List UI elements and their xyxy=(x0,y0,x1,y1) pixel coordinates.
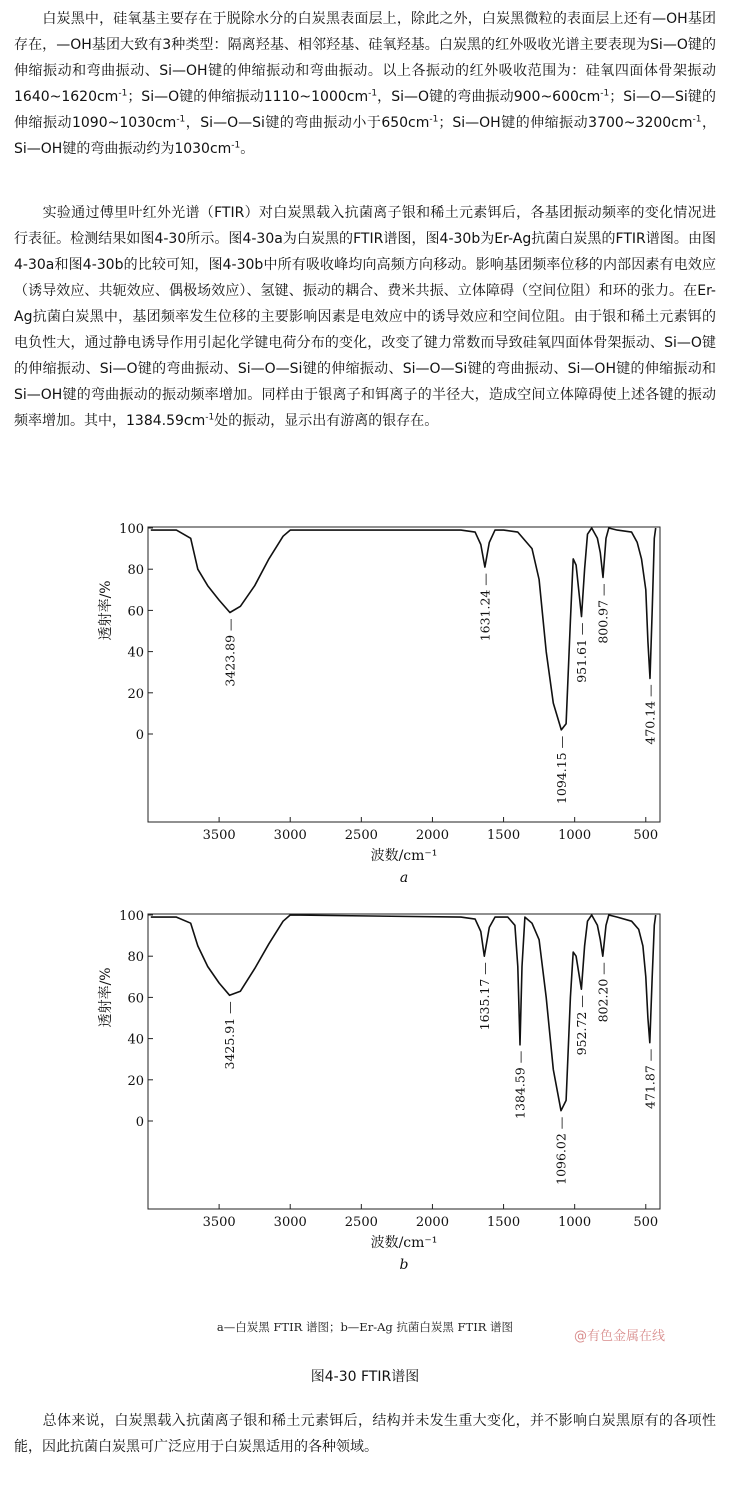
x-tick-label: 2000 xyxy=(415,828,449,843)
x-tick-label: 500 xyxy=(633,1215,659,1230)
peak-label: 470.14 — xyxy=(642,684,658,745)
x-tick-label: 1500 xyxy=(487,828,521,843)
y-tick-label: 40 xyxy=(127,645,144,661)
peak-label: 1635.17 — xyxy=(476,962,492,1031)
x-tick-label: 3000 xyxy=(273,828,307,843)
y-tick-label: 20 xyxy=(127,1073,144,1089)
y-tick-label: 0 xyxy=(135,1115,144,1130)
peak-label: 800.97 — xyxy=(595,583,611,644)
superscript: -1 xyxy=(368,88,378,99)
text-span: ；Si—O—Si键的伸缩振动1090~1030cm xyxy=(14,89,716,131)
peak-label: 802.20 — xyxy=(595,962,611,1023)
superscript: -1 xyxy=(692,114,702,125)
peak-label: 3423.89 — xyxy=(222,618,238,687)
watermark: @有色金属在线 xyxy=(574,1329,666,1344)
x-tick-label: 1500 xyxy=(487,1215,521,1230)
superscript: -1 xyxy=(429,114,439,125)
y-tick-label: 100 xyxy=(119,522,144,537)
peak-label-group xyxy=(477,573,492,641)
x-axis-label: 波数/cm⁻¹ xyxy=(370,1235,438,1251)
text-span: ，Si—O键的弯曲振动900~600cm xyxy=(377,89,601,105)
panel-label: b xyxy=(399,1257,409,1273)
paragraph-conclusion: 总体来说，白炭黑载入抗菌离子银和稀土元素铒后，结构并未发生重大变化，并不影响白炭黑原有的各项性能，因此抗菌白炭黑可广泛应用于白炭黑适用的各种领域。 xyxy=(14,1413,716,1455)
text-span: 处的振动，显示出有游离的银存在。 xyxy=(214,413,439,429)
superscript: -1 xyxy=(205,412,215,423)
paragraph-intro xyxy=(14,6,716,162)
x-axis-label: 波数/cm⁻¹ xyxy=(370,848,438,864)
peak-label-group xyxy=(222,618,237,686)
figure-title: 图4-30 FTIR谱图 xyxy=(310,1369,420,1385)
y-tick-label: 80 xyxy=(127,563,144,579)
peak-label-group xyxy=(554,736,569,804)
text-span: 。 xyxy=(240,141,255,157)
x-tick-label: 3500 xyxy=(202,1215,236,1230)
peak-label-group xyxy=(512,1051,527,1119)
ftir-chart-a xyxy=(0,505,730,890)
peak-label-group xyxy=(595,962,610,1022)
peak-label: 1094.15 — xyxy=(553,735,569,805)
text-span: ；Si—OH键的伸缩振动3700~3200cm xyxy=(438,115,693,131)
x-tick-label: 2500 xyxy=(344,1215,378,1230)
ftir-chart-b xyxy=(0,892,730,1277)
peak-label-group xyxy=(222,1001,237,1069)
text-span: ；Si—O键的伸缩振动1110~1000cm xyxy=(127,89,369,105)
text-span: ，Si—O—Si键的弯曲振动小于650cm xyxy=(185,115,430,131)
peak-label: 3425.91 — xyxy=(222,1001,238,1070)
peak-label-group xyxy=(554,1117,569,1185)
x-tick-label: 2000 xyxy=(415,1215,449,1230)
text-span: ，Si—OH键的弯曲振动约为1030cm xyxy=(14,115,716,157)
y-tick-label: 0 xyxy=(135,728,144,743)
peak-label-group xyxy=(477,962,492,1030)
peak-label-group xyxy=(595,583,610,643)
y-tick-label: 40 xyxy=(127,1032,144,1048)
panel-label: a xyxy=(399,870,409,886)
peak-label-group xyxy=(643,684,658,744)
superscript: -1 xyxy=(231,140,241,151)
text-span: 实验通过傅里叶红外光谱（FTIR）对白炭黑载入抗菌离子银和稀土元素铒后，各基团振动频率的变化情况进行表征。检测结果如图4-30所示。图4-30a为白炭黑的FTIR谱图，图4-30b为Er-Ag抗菌白炭黑的FTIR谱图。由图4-30a和图4-30b的比较可知，图4-30b中所有吸收峰均向高频方向移动。影响基团频率位移的内部因素有电效应（诱导效应、共轭效应、偶极场效应）、氢键、振动的耦合、费米共振、立体障碍（空间位阻）和环的张力。在Er-Ag抗菌白炭黑中，基团频率发生位移的主要影响因素是电效应中的诱导效应和空间位阻。由于银和稀土元素铒的电负性大，通过静电诱导作用引起化学键电荷分布的变化，改变了键力常数而导致硅氧四面体骨架振动、Si—O键的伸缩振动、Si—O键的弯曲振动、Si—O—Si键的伸缩振动、Si—O—Si键的弯曲振动、Si—OH键的伸缩振动和Si—OH键的弯曲振动的振动频率增加。同样由于银离子和铒离子的半径大，造成空间立体障碍使上述各键的振动频率增加。其中，1384.59cm xyxy=(14,205,716,429)
x-tick-label: 3000 xyxy=(273,1215,307,1230)
figure-caption-note: a—白炭黑 FTIR 谱图；b—Er-Ag 抗菌白炭黑 FTIR 谱图 xyxy=(216,1320,514,1334)
y-tick-label: 60 xyxy=(127,991,144,1007)
y-tick-label: 80 xyxy=(127,950,144,966)
y-tick-label: 60 xyxy=(127,604,144,620)
x-tick-label: 3500 xyxy=(202,828,236,843)
peak-label: 471.87 — xyxy=(642,1048,658,1109)
y-tick-label: 100 xyxy=(119,909,144,924)
y-axis-label: 透射率/% xyxy=(98,967,114,1028)
x-tick-label: 500 xyxy=(633,828,659,843)
peak-label: 1384.59 — xyxy=(512,1050,528,1119)
y-axis-label: 透射率/% xyxy=(98,580,114,641)
peak-label: 1096.02 — xyxy=(553,1116,569,1185)
x-tick-label: 1000 xyxy=(558,828,592,843)
paragraph-experiment xyxy=(14,200,716,434)
peak-label: 952.72 — xyxy=(573,995,589,1056)
superscript: -1 xyxy=(600,88,610,99)
peak-label-group xyxy=(574,995,589,1055)
text-span: 白炭黑中，硅氧基主要存在于脱除水分的白炭黑表面层上，除此之外，白炭黑微粒的表面层上还有—OH基团存在，—OH基团大致有3种类型：隔离羟基、相邻羟基、硅氧羟基。白炭黑的红外吸收光谱主要表现为Si—O键的伸缩振动和弯曲振动、Si—OH键的伸缩振动和弯曲振动。以上各振动的红外吸收范围为：硅氧四面体骨架振动1640~1620cm xyxy=(14,11,716,105)
peak-label: 951.61 — xyxy=(574,622,590,683)
x-tick-label: 2500 xyxy=(344,828,378,843)
superscript: -1 xyxy=(118,88,128,99)
peak-label-group xyxy=(574,623,589,683)
peak-label: 1631.24 — xyxy=(477,573,493,642)
peak-label-group xyxy=(642,1049,657,1109)
superscript: -1 xyxy=(176,114,186,125)
x-tick-label: 1000 xyxy=(558,1215,592,1230)
y-tick-label: 20 xyxy=(127,686,144,702)
